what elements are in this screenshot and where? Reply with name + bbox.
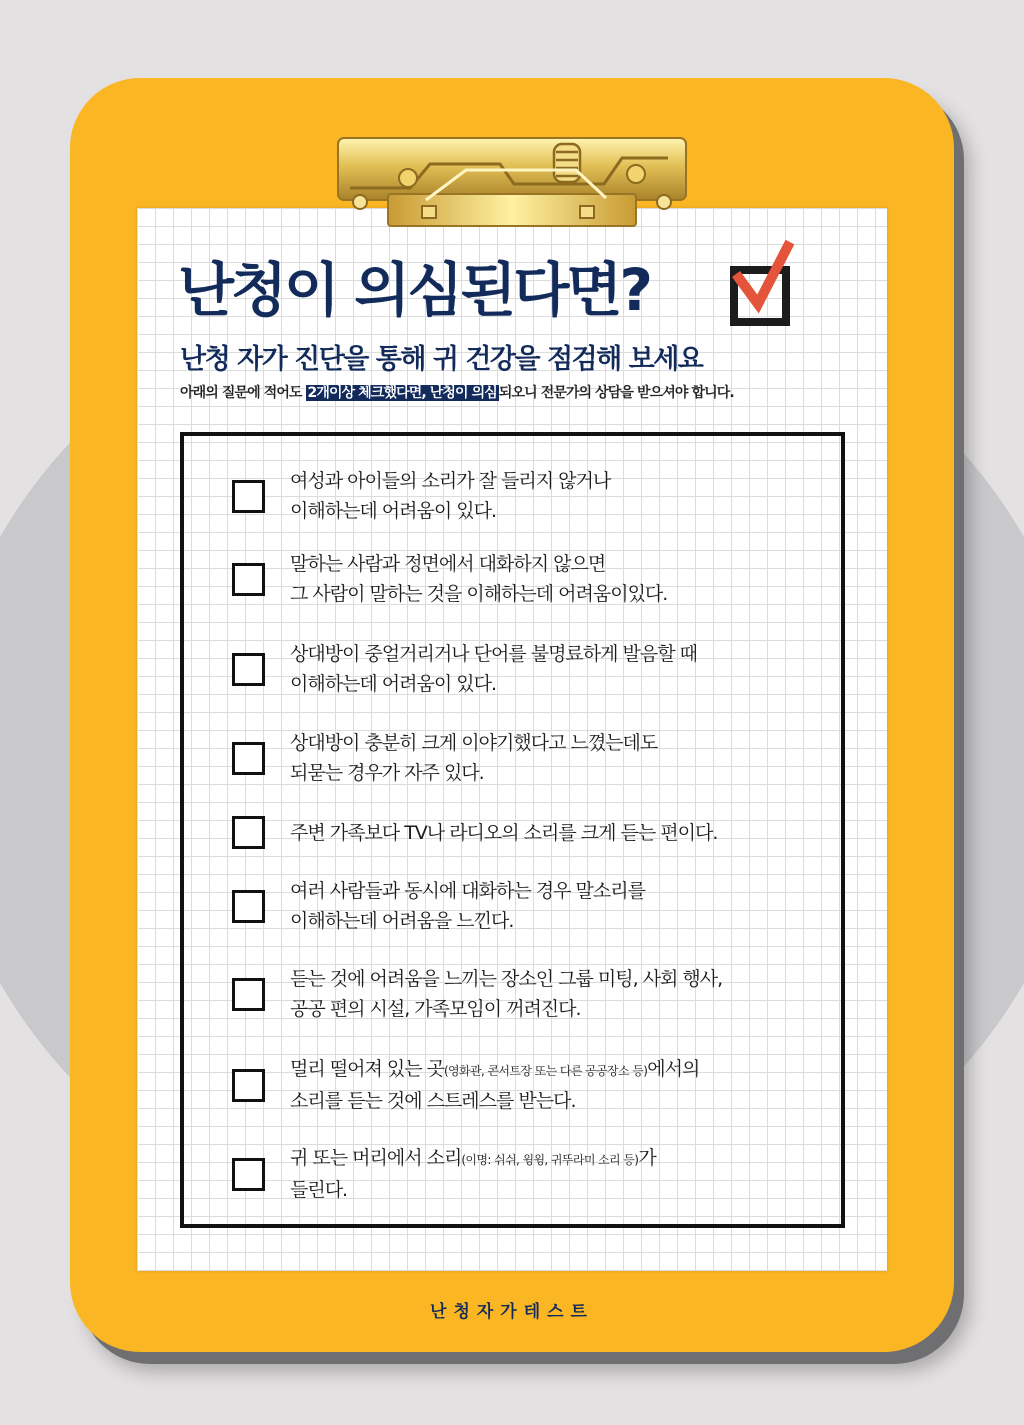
item-text: 말하는 사람과 정면에서 대화하지 않으면 그 사람이 말하는 것을 이해하는데 어려움이있다. [290,553,668,605]
checkbox[interactable] [232,1158,265,1191]
item-text: 귀 또는 머리에서 소리(이명: 쉬쉬, 윙윙, 귀뚜라미 소리 등)가 들린다. [290,1147,656,1201]
note-text-end: 되오니 전문가의 상담을 받으셔야 합니다. [498,385,734,401]
checklist-item [232,816,717,849]
checkbox[interactable] [232,563,265,596]
checklist-item [232,1143,656,1205]
note-text-start: 아래의 질문에 적어도 [180,385,306,401]
checklist-item [232,1054,699,1116]
checkbox[interactable] [232,480,265,513]
checklist-item [232,964,722,1024]
item-text: 멀리 떨어져 있는 곳(영화관, 콘서트장 또는 다른 공공장소 등)에서의 소리를 듣는 것에 스트레스를 받는다. [290,1058,700,1112]
checklist-item [232,549,667,609]
checkbox[interactable] [232,1069,265,1102]
checklist-item [232,639,697,699]
item-text: 여러 사람들과 동시에 대화하는 경우 말소리를 이해하는데 어려움을 느낀다. [290,880,645,932]
checkbox[interactable] [232,978,265,1011]
item-text: 여성과 아이들의 소리가 잘 들리지 않거나 이해하는데 어려움이 있다. [290,470,611,522]
page-title: 난청이 의심된다면? [178,256,651,324]
checkbox[interactable] [232,742,265,775]
checklist-item [232,728,657,788]
checkbox[interactable] [232,890,265,923]
checkbox-checked-icon [730,238,794,330]
note-highlight: 2개이상 체크했다면, 난청이 의심 [307,385,497,401]
clipboard-clip-icon [336,134,688,238]
item-text: 주변 가족보다 TV나 라디오의 소리를 크게 듣는 편이다. [290,821,718,844]
item-text: 듣는 것에 어려움을 느끼는 장소인 그룹 미팅, 사회 행사, 공공 편의 시설, 가족모임이 꺼려진다. [290,968,723,1020]
page-subtitle: 난청 자가 진단을 통해 귀 건강을 점검해 보세요 [180,344,703,375]
item-text: 상대방이 중얼거리거나 단어를 불명료하게 발음할 때 이해하는데 어려움이 있다. [290,643,697,695]
checklist-box [180,432,845,1228]
footer-label: 난청자가테스트 [430,1302,594,1322]
item-text: 상대방이 충분히 크게 이야기했다고 느꼈는데도 되묻는 경우가 자주 있다. [290,732,658,784]
checkbox[interactable] [232,653,265,686]
instruction-note [180,381,734,405]
checklist-item [232,466,610,526]
checkbox[interactable] [232,816,265,849]
checklist-item [232,876,645,936]
